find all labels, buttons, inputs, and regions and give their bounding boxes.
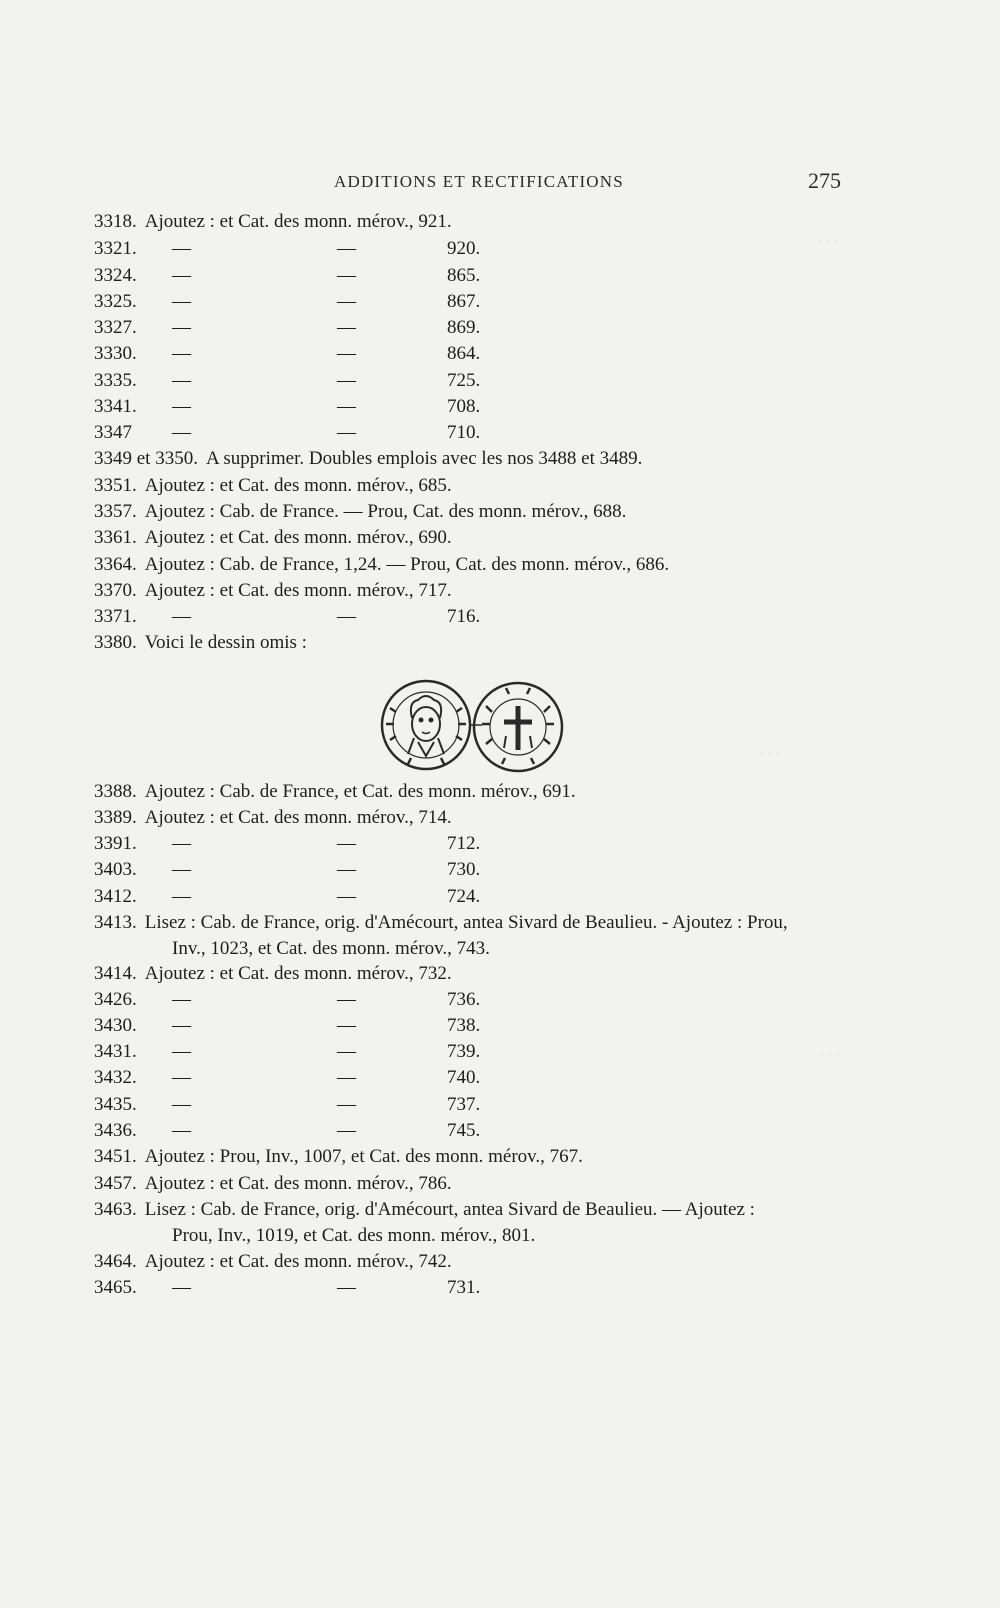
ditto-mark: — [172, 238, 191, 259]
entry-line [94, 1198, 884, 1222]
ditto-mark: — [337, 1067, 356, 1088]
entry-line [94, 237, 884, 261]
entry-text: Lisez : Cab. de France, orig. d'Amécourt, antea Sivard de Beaulieu. — Ajoutez : [144, 1199, 755, 1220]
ditto-mark: — [172, 989, 191, 1010]
entry-number: 3364. [94, 554, 137, 575]
entry-number: 3330. [94, 343, 137, 364]
entry-page: 864. [447, 343, 481, 364]
entry-page: 736. [447, 989, 481, 1010]
ditto-mark: — [172, 859, 191, 880]
entry-number: 3432. [94, 1067, 137, 1088]
ditto-mark: — [172, 1277, 191, 1298]
entry-number: 3324. [94, 265, 137, 286]
ditto-mark: — [337, 606, 356, 627]
entry-line [94, 631, 884, 655]
entry-number: 3465. [94, 1277, 137, 1298]
entry-number: 3412. [94, 886, 137, 907]
entry-page: 869. [447, 317, 481, 338]
ditto-mark: — [172, 317, 191, 338]
entry-text: Ajoutez : et Cat. des monn. mérov., 714. [144, 807, 452, 828]
entry-number: 3431. [94, 1041, 137, 1062]
ditto-mark: — [337, 265, 356, 286]
entry-line [94, 1093, 884, 1117]
entry-number: 3463. [94, 1199, 137, 1220]
ditto-mark: — [172, 370, 191, 391]
entry-line [94, 474, 884, 498]
entry-page: 740. [447, 1067, 481, 1088]
entry-page: 745. [447, 1120, 481, 1141]
entry-number: 3436. [94, 1120, 137, 1141]
entry-line [94, 1014, 884, 1038]
ditto-mark: — [337, 317, 356, 338]
entry-line [94, 911, 884, 935]
entry-line [94, 1145, 884, 1169]
entry-page: 738. [447, 1015, 481, 1036]
ditto-mark: — [172, 1120, 191, 1141]
entry-number: 3389. [94, 807, 137, 828]
coin-drawing [378, 678, 568, 776]
ditto-mark: — [337, 370, 356, 391]
entry-text: Ajoutez : et Cat. des monn. mérov., 717. [144, 580, 452, 601]
entry-text: A supprimer. Doubles emplois avec les nos 3488 et 3489. [205, 448, 643, 469]
entry-line [94, 553, 884, 577]
ditto-mark: — [337, 343, 356, 364]
ditto-mark: — [337, 989, 356, 1010]
entry-number: 3403. [94, 859, 137, 880]
ditto-mark: — [172, 833, 191, 854]
entry-line [94, 395, 884, 419]
entry-line [94, 832, 884, 856]
entry-number: 3391. [94, 833, 137, 854]
entry-number: 3361. [94, 527, 137, 548]
entry-line [94, 290, 884, 314]
entry-text: Ajoutez : et Cat. des monn. mérov., 921. [144, 211, 452, 232]
entry-page: 716. [447, 606, 481, 627]
entry-line [94, 1276, 884, 1300]
entry-line [94, 780, 884, 804]
ditto-mark: — [172, 422, 191, 443]
entry-number: 3388. [94, 781, 137, 802]
entry-number: 3457. [94, 1173, 137, 1194]
ditto-mark: — [172, 1094, 191, 1115]
entry-number: 3380. [94, 632, 137, 653]
entry-continuation: Prou, Inv., 1019, et Cat. des monn. mérov., 801. [172, 1225, 536, 1246]
entry-line [94, 264, 884, 288]
entry-number: 3318. [94, 211, 137, 232]
entry-line [94, 988, 884, 1012]
entry-page: 724. [447, 886, 481, 907]
entry-number: 3430. [94, 1015, 137, 1036]
ditto-mark: — [172, 1067, 191, 1088]
show-through: . . . [818, 230, 838, 247]
entry-text: Ajoutez : Cab. de France, 1,24. — Prou, Cat. des monn. mérov., 686. [144, 554, 670, 575]
entry-line [94, 1066, 884, 1090]
entry-line [94, 1119, 884, 1143]
ditto-mark: — [337, 291, 356, 312]
entry-number: 3335. [94, 370, 137, 391]
entry-text: Ajoutez : Cab. de France. — Prou, Cat. des monn. mérov., 688. [144, 501, 627, 522]
entry-number: 3464. [94, 1251, 137, 1272]
entry-line [94, 369, 884, 393]
coin-reverse [474, 683, 562, 771]
ditto-mark: — [337, 859, 356, 880]
entry-number: 3435. [94, 1094, 137, 1115]
entry-line [94, 1172, 884, 1196]
entry-number: 3371. [94, 606, 137, 627]
ditto-mark: — [172, 606, 191, 627]
ditto-mark: — [337, 1277, 356, 1298]
entry-number: 3347 [94, 422, 132, 443]
entry-number: 3325. [94, 291, 137, 312]
ditto-mark: — [337, 1041, 356, 1062]
entry-line [94, 806, 884, 830]
entry-page: 739. [447, 1041, 481, 1062]
entry-text: Lisez : Cab. de France, orig. d'Amécourt, antea Sivard de Beaulieu. - Ajoutez : Prou, [144, 912, 788, 933]
entry-page: 710. [447, 422, 481, 443]
entry-line [94, 605, 884, 629]
entry-number: 3451. [94, 1146, 137, 1167]
running-head: ADDITIONS ET RECTIFICATIONS [334, 172, 624, 191]
ditto-mark: — [172, 1015, 191, 1036]
entry-line [94, 526, 884, 550]
ditto-mark: — [337, 886, 356, 907]
entry-line [94, 579, 884, 603]
entry-page: 731. [447, 1277, 481, 1298]
ditto-mark: — [172, 886, 191, 907]
entry-page: 737. [447, 1094, 481, 1115]
ditto-mark: — [337, 1120, 356, 1141]
ditto-mark: — [337, 396, 356, 417]
entry-page: 920. [447, 238, 481, 259]
entry-line [94, 885, 884, 909]
entry-line [94, 342, 884, 366]
ditto-mark: — [172, 343, 191, 364]
ditto-mark: — [337, 238, 356, 259]
entry-number: 3327. [94, 317, 137, 338]
entry-number: 3341. [94, 396, 137, 417]
entry-line [94, 1250, 884, 1274]
entry-text: Ajoutez : et Cat. des monn. mérov., 732. [144, 963, 452, 984]
show-through: . . . [820, 1042, 840, 1059]
entry-line [94, 500, 884, 524]
entry-number: 3349 et 3350. [94, 448, 198, 469]
ditto-mark: — [337, 1094, 356, 1115]
ditto-mark: — [337, 833, 356, 854]
entry-number: 3426. [94, 989, 137, 1010]
entry-page: 712. [447, 833, 481, 854]
entry-number: 3321. [94, 238, 137, 259]
entry-page: 865. [447, 265, 481, 286]
entry-number: 3351. [94, 475, 137, 496]
entry-text: Ajoutez : et Cat. des monn. mérov., 786. [144, 1173, 452, 1194]
entry-number: 3413. [94, 912, 137, 933]
page-header [0, 168, 1000, 198]
entry-continuation: Inv., 1023, et Cat. des monn. mérov., 743. [172, 938, 490, 959]
coin-obverse [382, 681, 470, 769]
entry-page: 725. [447, 370, 481, 391]
entry-line [94, 447, 884, 471]
entry-line [94, 421, 884, 445]
ditto-mark: — [337, 1015, 356, 1036]
entry-line [94, 962, 884, 986]
entry-text: Ajoutez : et Cat. des monn. mérov., 742. [144, 1251, 452, 1272]
ditto-mark: — [172, 396, 191, 417]
entry-number: 3414. [94, 963, 137, 984]
entry-page: 708. [447, 396, 481, 417]
entry-number: 3370. [94, 580, 137, 601]
entry-line [94, 1040, 884, 1064]
page-number: 275 [808, 168, 841, 193]
entry-text: Ajoutez : Prou, Inv., 1007, et Cat. des monn. mérov., 767. [144, 1146, 583, 1167]
entry-text: Ajoutez : Cab. de France, et Cat. des monn. mérov., 691. [144, 781, 576, 802]
ditto-mark: — [172, 265, 191, 286]
entry-line [94, 858, 884, 882]
entry-page: 867. [447, 291, 481, 312]
entry-text: Ajoutez : et Cat. des monn. mérov., 690. [144, 527, 452, 548]
show-through: . . . [760, 742, 780, 759]
entry-page: 730. [447, 859, 481, 880]
ditto-mark: — [337, 422, 356, 443]
entry-line [94, 210, 884, 234]
ditto-mark: — [172, 291, 191, 312]
entry-number: 3357. [94, 501, 137, 522]
entry-line [94, 316, 884, 340]
entry-text: Ajoutez : et Cat. des monn. mérov., 685. [144, 475, 452, 496]
entry-text: Voici le dessin omis : [144, 632, 307, 653]
ditto-mark: — [172, 1041, 191, 1062]
